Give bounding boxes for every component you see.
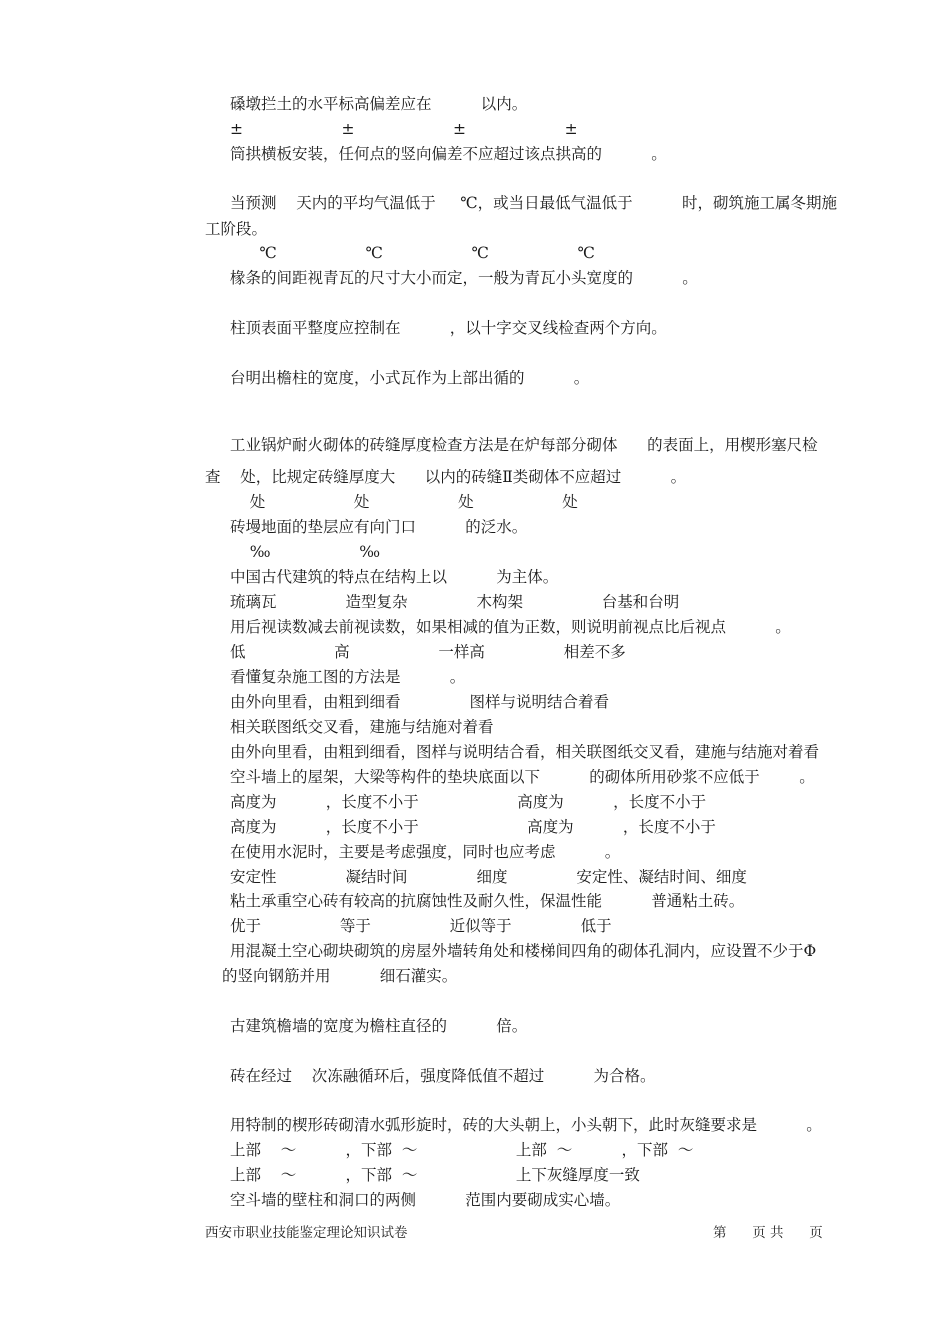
text-line-11: 查 处，比规定砖缝厚度大 以内的砖缝Ⅱ类砌体不应超过 。 xyxy=(205,468,687,486)
text-line-29: 优于 等于 近似等于 低于 xyxy=(230,917,612,935)
text-line-20: 由外向里看，由粗到细看 图样与说明结合着看 xyxy=(230,693,609,711)
text-line-14: ‰ ‰ xyxy=(230,543,380,561)
text-line-35: 上部 ～ ，下部 ～ 上部 ～ ，下部 ～ xyxy=(230,1141,694,1159)
text-line-8: 柱顶表面平整度应控制在 ，以十字交叉线检查两个方向。 xyxy=(230,319,667,337)
text-line-15: 中国古代建筑的特点在结构上以 为主体。 xyxy=(230,568,559,586)
text-line-18: 低 高 一样高 相差不多 xyxy=(230,643,626,661)
text-line-34: 用特制的楔形砖砌清水弧形旋时，砖的大头朝上，小头朝下，此时灰缝要求是 。 xyxy=(230,1116,822,1134)
footer-title: 西安市职业技能鉴定理论知识试卷 xyxy=(205,1225,408,1241)
text-line-7: 椽条的间距视青瓦的尺寸大小而定，一般为青瓦小头宽度的 。 xyxy=(230,269,698,287)
text-line-3: 筒拱横板安装，任何点的竖向偏差不应超过该点拱高的 。 xyxy=(230,145,667,163)
text-line-28: 粘土承重空心砖有较高的抗腐蚀性及耐久性，保温性能 普通粘土砖。 xyxy=(230,892,745,910)
text-line-31: 的竖向钢筋并用 细石灌实。 xyxy=(222,967,458,985)
text-line-10: 工业锅炉耐火砌体的砖缝厚度检查方法是在炉每部分砌体 的表面上，用楔形塞尺检 xyxy=(230,436,818,454)
text-line-21: 相关联图纸交叉看，建施与结施对着看 xyxy=(230,718,494,736)
text-line-26: 在使用水泥时，主要是考虑强度，同时也应考虑 。 xyxy=(230,843,621,861)
footer-page-number: 第 页 共 页 xyxy=(713,1225,823,1241)
text-line-33: 砖在经过 次冻融循环后，强度降低值不超过 为合格。 xyxy=(230,1067,656,1085)
text-line-30: 用混凝土空心砌块砌筑的房屋外墙转角处和楼梯间四角的砌体孔洞内，应设置不少于Φ xyxy=(230,942,817,960)
text-line-12: 处 处 处 处 xyxy=(230,493,578,511)
text-line-22: 由外向里看，由粗到细看，图样与说明结合看，相关联图纸交叉看，建施与结施对着看 xyxy=(230,743,820,761)
text-line-24: 高度为 ，长度不小于 高度为 ，长度不小于 xyxy=(230,793,707,811)
text-line-6: ℃ ℃ ℃ ℃ xyxy=(230,244,595,262)
text-line-25: 高度为 ，长度不小于 高度为 ，长度不小于 xyxy=(230,818,716,836)
text-line-36: 上部 ～ ，下部 ～ 上下灰缝厚度一致 xyxy=(230,1166,640,1184)
text-line-1: 磉墩拦土的水平标高偏差应在 以内。 xyxy=(230,95,528,113)
text-line-5: 工阶段。 xyxy=(205,220,268,238)
text-line-4: 当预测 天内的平均气温低于 ℃，或当日最低气温低于 时，砌筑施工属冬期施 xyxy=(230,194,837,212)
text-line-16: 琉璃瓦 造型复杂 木构架 台基和台明 xyxy=(230,593,680,611)
text-line-37: 空斗墙的壁柱和洞口的两侧 范围内要砌成实心墙。 xyxy=(230,1191,621,1209)
text-line-13: 砖墁地面的垫层应有向门口 的泛水。 xyxy=(230,518,528,536)
text-line-2: ± ± ± ± xyxy=(230,120,578,138)
text-line-17: 用后视读数减去前视读数，如果相减的值为正数，则说明前视点比后视点 。 xyxy=(230,618,791,636)
text-line-32: 古建筑檐墙的宽度为檐柱直径的 倍。 xyxy=(230,1017,528,1035)
text-line-27: 安定性 凝结时间 细度 安定性、凝结时间、细度 xyxy=(230,868,747,886)
text-line-23: 空斗墙上的屋架，大梁等构件的垫块底面以下 的砌体所用砂浆不应低于 。 xyxy=(230,768,815,786)
text-line-9: 台明出檐柱的宽度，小式瓦作为上部出循的 。 xyxy=(230,369,590,387)
text-line-19: 看懂复杂施工图的方法是 。 xyxy=(230,668,466,686)
